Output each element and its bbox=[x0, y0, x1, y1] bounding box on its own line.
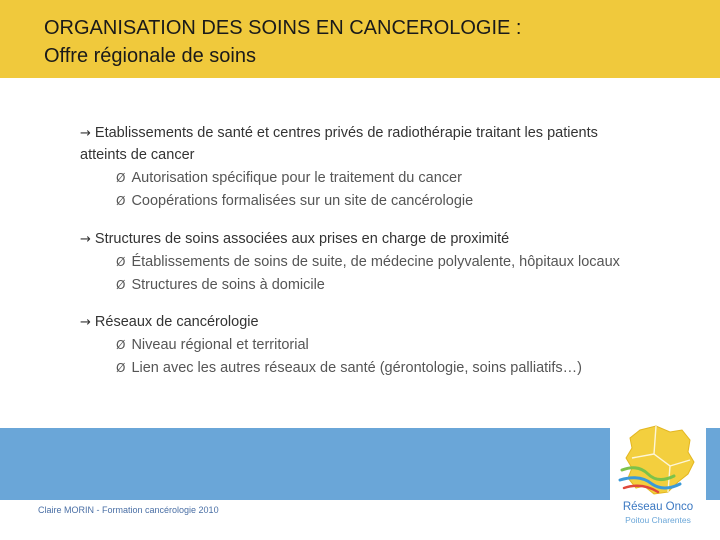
bullet-icon: Ø bbox=[116, 194, 126, 208]
section-1-heading-cont: atteints de cancer bbox=[80, 147, 195, 163]
bullet-icon: Ø bbox=[116, 255, 126, 269]
bullet-icon: Ø bbox=[116, 338, 126, 352]
bullet-icon: Ø bbox=[116, 361, 126, 375]
arrow-icon: → bbox=[80, 232, 91, 247]
list-item: Ø Établissements de soins de suite, de médecine polyvalente, hôpitaux locaux bbox=[116, 254, 620, 270]
region-shape bbox=[626, 426, 694, 494]
logo-subtitle: Poitou Charentes bbox=[625, 515, 691, 525]
list-item: Ø Coopérations formalisées sur un site de cancérologie bbox=[116, 193, 474, 209]
section-2-heading: → Structures de soins associées aux prises en charge de proximité bbox=[80, 231, 510, 247]
bullet-icon: Ø bbox=[116, 278, 126, 292]
footer-credit: Claire MORIN - Formation cancérologie 2010 bbox=[38, 505, 219, 515]
list-item: Ø Niveau régional et territorial bbox=[116, 337, 309, 353]
section-1-heading: → Etablissements de santé et centres privés de radiothérapie traitant les patients bbox=[80, 125, 598, 141]
title-line-2: Offre régionale de soins bbox=[44, 45, 256, 67]
list-item: Ø Autorisation spécifique pour le traitement du cancer bbox=[116, 170, 462, 186]
section-3-heading: → Réseaux de cancérologie bbox=[80, 314, 259, 330]
list-item: Ø Structures de soins à domicile bbox=[116, 277, 325, 293]
title-line-1: ORGANISATION DES SOINS EN CANCEROLOGIE : bbox=[44, 17, 522, 39]
bullet-icon: Ø bbox=[116, 171, 126, 185]
arrow-icon: → bbox=[80, 126, 91, 141]
logo-name: Réseau Onco bbox=[622, 501, 694, 513]
region-map-icon bbox=[618, 424, 698, 500]
list-item: Ø Lien avec les autres réseaux de santé (gérontologie, soins palliatifs…) bbox=[116, 360, 583, 376]
arrow-icon: → bbox=[80, 315, 91, 330]
